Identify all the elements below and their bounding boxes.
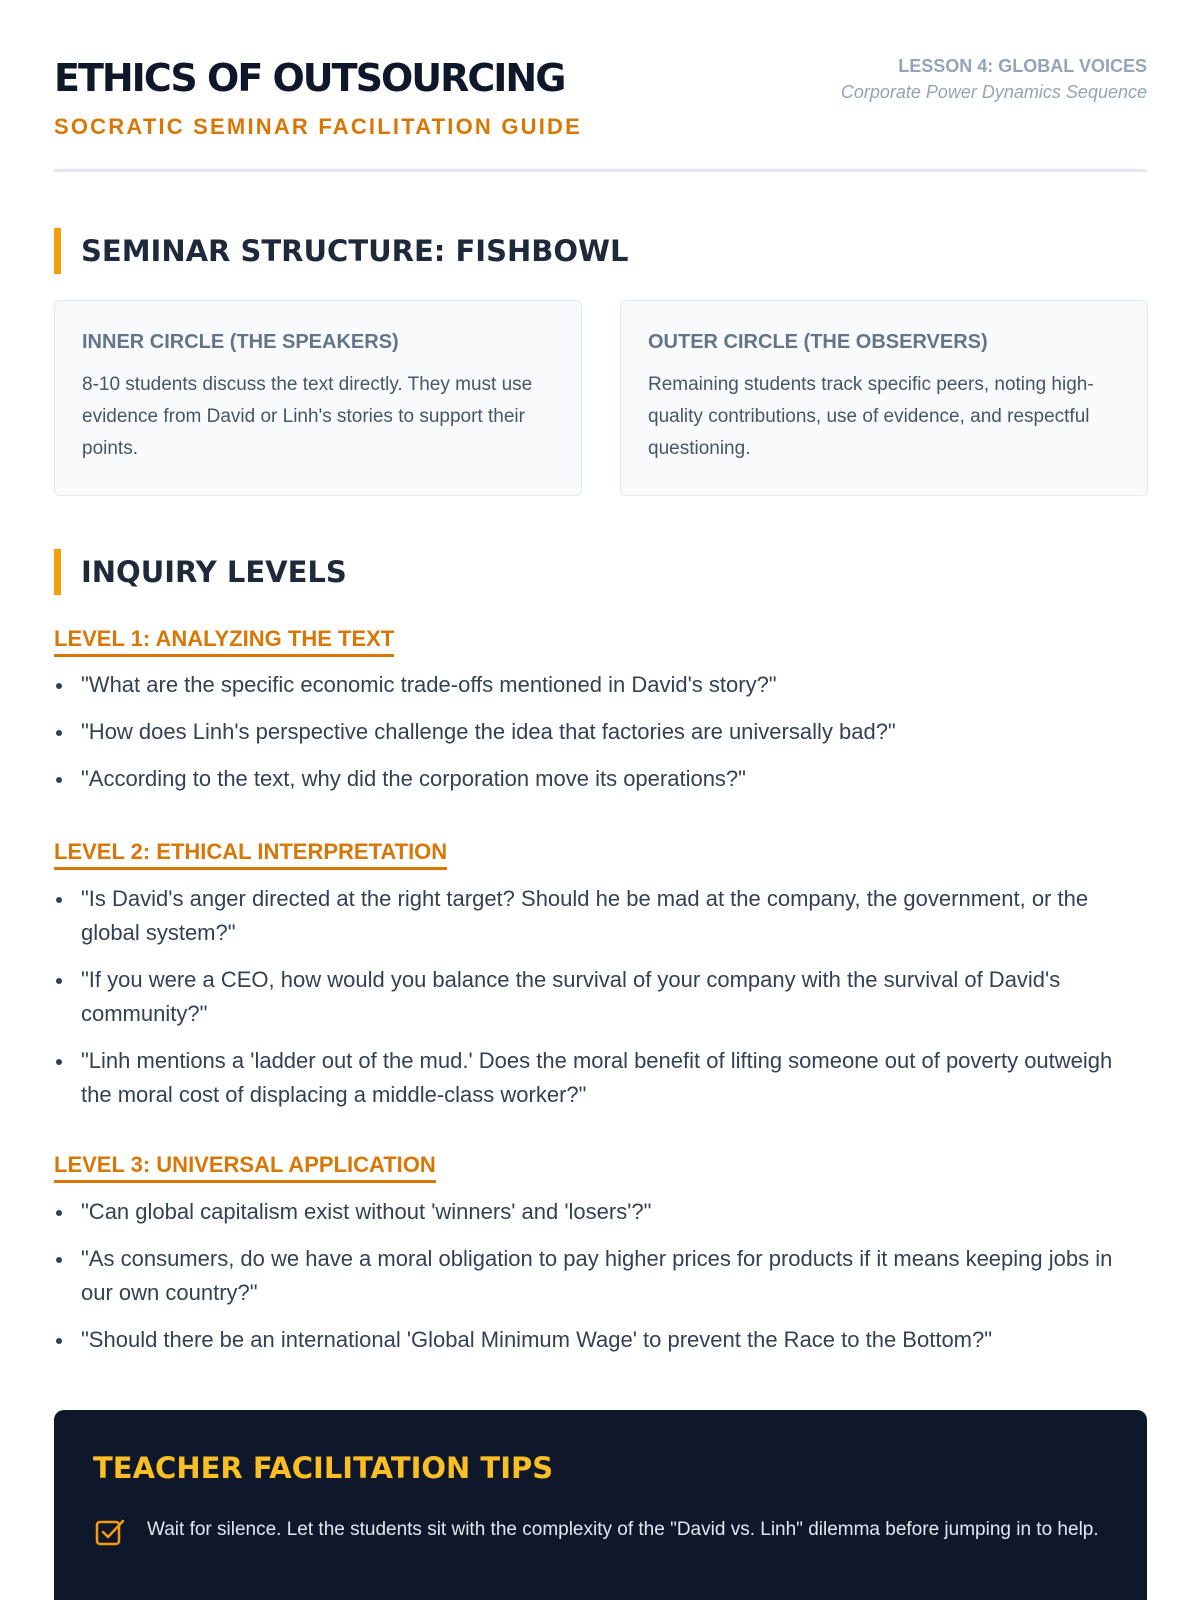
list-item xyxy=(54,882,1147,950)
document-title: ETHICS OF OUTSOURCING xyxy=(54,56,565,100)
question-text: "What are the specific economic trade-offs mentioned in David's story?" xyxy=(81,672,777,697)
teacher-tips-panel xyxy=(54,1410,1147,1600)
list-item xyxy=(54,715,1147,749)
inner-circle-card xyxy=(54,300,582,496)
bullet-icon xyxy=(56,730,62,736)
question-text: "Should there be an international 'Global Minimum Wage' to prevent the Race to the Bottom?" xyxy=(81,1327,993,1352)
list-item xyxy=(54,963,1147,1031)
bullet-icon xyxy=(56,1338,62,1344)
lesson-meta xyxy=(841,54,1147,106)
document-subtitle: SOCRATIC SEMINAR FACILITATION GUIDE xyxy=(54,114,582,139)
bullet-icon xyxy=(56,978,62,984)
bullet-icon xyxy=(56,1059,62,1065)
tip-text: Wait for silence. Let the students sit with the complexity of the "David vs. Linh" dilemma before jumping in to help. xyxy=(147,1519,1099,1540)
list-item xyxy=(54,762,1147,796)
inner-circle-title: INNER CIRCLE (THE SPEAKERS) xyxy=(82,331,399,353)
bullet-icon xyxy=(56,683,62,689)
question-text: "According to the text, why did the corporation move its operations?" xyxy=(81,766,746,791)
question-text: "How does Linh's perspective challenge the idea that factories are universally bad?" xyxy=(81,719,896,744)
level-2-questions xyxy=(54,882,1147,1125)
question-text: "Is David's anger directed at the right target? Should he be mad at the company, the government, or the global system?" xyxy=(81,886,1089,945)
list-item xyxy=(54,1195,1147,1229)
list-item xyxy=(54,1044,1147,1112)
outer-circle-card xyxy=(620,300,1148,496)
level-3-questions xyxy=(54,1195,1147,1370)
question-text: "Can global capitalism exist without 'winners' and 'losers'?" xyxy=(81,1199,652,1224)
question-text: "Linh mentions a 'ladder out of the mud.' Does the moral benefit of lifting someone out of poverty outweigh the moral cost of displacing a middle-class worker?" xyxy=(81,1048,1113,1107)
section-heading-structure: SEMINAR STRUCTURE: FISHBOWL xyxy=(54,228,628,274)
level-1-questions xyxy=(54,668,1147,809)
lesson-label: LESSON 4: GLOBAL VOICES xyxy=(898,56,1147,76)
level-1-title: LEVEL 1: ANALYZING THE TEXT xyxy=(54,624,394,657)
tips-heading: TEACHER FACILITATION TIPS xyxy=(93,1451,554,1485)
bullet-icon xyxy=(56,777,62,783)
document-page xyxy=(54,0,1147,1540)
question-text: "If you were a CEO, how would you balance the survival of your company with the survival of David's community?" xyxy=(81,967,1061,1026)
bullet-icon xyxy=(56,1257,62,1263)
sequence-label: Corporate Power Dynamics Sequence xyxy=(840,82,1147,102)
document-header xyxy=(54,0,1147,172)
checkbox-icon xyxy=(93,1515,127,1549)
inner-circle-text: 8-10 students discuss the text directly. They must use evidence from David or Linh's stories to support their points. xyxy=(82,374,533,459)
level-2-title: LEVEL 2: ETHICAL INTERPRETATION xyxy=(54,837,447,870)
question-text: "As consumers, do we have a moral obligation to pay higher prices for products if it means keeping jobs in our own country?" xyxy=(81,1246,1113,1305)
list-item xyxy=(54,1323,1147,1357)
bullet-icon xyxy=(56,1210,62,1216)
outer-circle-text: Remaining students track specific peers, noting high-quality contributions, use of evidence, and respectful questioning. xyxy=(648,374,1094,459)
list-item xyxy=(54,1242,1147,1310)
section-heading-inquiry: INQUIRY LEVELS xyxy=(54,549,347,595)
bullet-icon xyxy=(56,897,62,903)
tip-item xyxy=(93,1514,1108,1545)
list-item xyxy=(54,668,1147,702)
level-3-title: LEVEL 3: UNIVERSAL APPLICATION xyxy=(54,1150,436,1183)
outer-circle-title: OUTER CIRCLE (THE OBSERVERS) xyxy=(648,331,988,353)
